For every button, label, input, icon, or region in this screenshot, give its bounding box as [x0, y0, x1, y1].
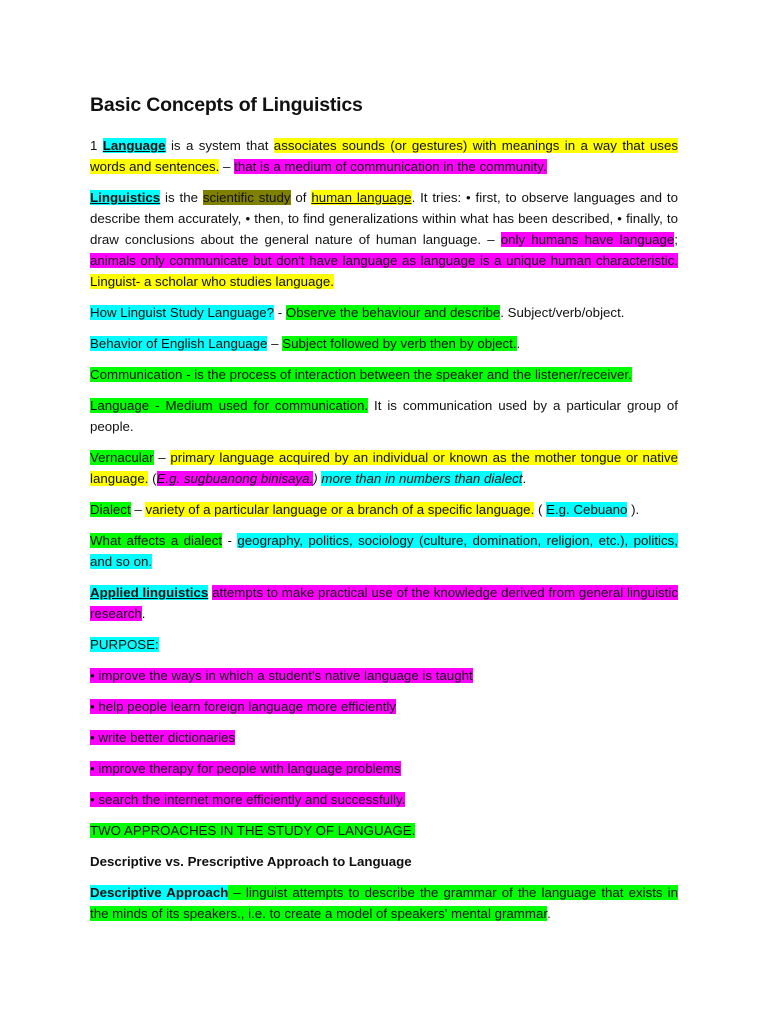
paragraph-how-study — [90, 302, 678, 323]
text: ( — [534, 502, 547, 517]
highlight-purpose: PURPOSE: — [90, 637, 159, 652]
purpose-item — [90, 665, 678, 686]
text: – — [130, 502, 146, 517]
term-applied-linguistics: Applied linguistics — [90, 585, 209, 600]
paragraph-language — [90, 135, 678, 177]
highlight-dialect: Dialect — [90, 502, 131, 517]
highlight-medium: that is a medium of communication in the community. — [234, 159, 547, 174]
subheading-descriptive-prescriptive: Descriptive vs. Prescriptive Approach to Language — [90, 854, 412, 869]
highlight-linguist: Linguist- a scholar who studies language. — [90, 274, 334, 289]
highlight-svo: Subject followed by verb then by object. — [282, 336, 517, 351]
highlight-purpose-item: • improve therapy for people with language problems — [90, 761, 401, 776]
paragraph-communication — [90, 364, 678, 385]
text: ) — [313, 471, 322, 486]
purpose-heading — [90, 634, 678, 655]
text: It is communication used by a particular group of people. — [90, 398, 678, 434]
purpose-item — [90, 789, 678, 810]
purpose-item — [90, 727, 678, 748]
highlight-factors: geography, politics, sociology (culture, domination, religion, etc.), politics, and so on. — [90, 533, 678, 569]
text: ( — [148, 471, 157, 486]
highlight-vernacular-def: primary language acquired by an individual or known as the mother tongue or native language. — [90, 450, 678, 486]
paragraph-affects-dialect — [90, 530, 678, 572]
term-descriptive-approach: Descriptive Approach — [90, 885, 229, 900]
highlight-vernacular: Vernacular — [90, 450, 154, 465]
highlight-purpose-item: • improve the ways in which a student's native language is taught — [90, 668, 473, 683]
paragraph-language-medium — [90, 395, 678, 437]
text: is a system that — [165, 138, 274, 153]
highlight-purpose-item: • write better dictionaries — [90, 730, 236, 745]
paragraph-behavior — [90, 333, 678, 354]
text: – — [267, 336, 283, 351]
paragraph-applied-linguistics — [90, 582, 678, 624]
highlight-applied-def: attempts to make practical use of the knowledge derived from general linguistic research — [90, 585, 678, 621]
highlight-answer: Observe the behaviour and describe — [285, 305, 501, 320]
highlight-affects: What affects a dialect — [90, 533, 223, 548]
text: – — [219, 159, 235, 174]
text: ; — [674, 232, 678, 247]
highlight-descriptive-def: – linguist attempts to describe the grammar of the language that exists in the minds of its speakers., i.e. to create a model of speakers' mental grammar — [90, 885, 678, 921]
paragraph-descriptive-approach — [90, 882, 678, 924]
term-language: Language — [102, 138, 166, 153]
highlight-purpose-item: • search the internet more efficiently and successfully. — [90, 792, 406, 807]
text: of — [290, 190, 312, 205]
highlight-dialect-def: variety of a particular language or a branch of a specific language. — [145, 502, 535, 517]
term-linguistics: Linguistics — [90, 190, 161, 205]
text: - — [274, 305, 286, 320]
highlight-human-language: human language — [311, 190, 412, 205]
highlight-animals: animals only communicate but don't have language as language is a unique human characteristic. — [90, 253, 678, 268]
highlight-question: How Linguist Study Language? — [90, 305, 275, 320]
highlight-purpose-item: • help people learn foreign language more efficiently — [90, 699, 397, 714]
highlight-approaches: TWO APPROACHES IN THE STUDY OF LANGUAGE. — [90, 823, 416, 838]
highlight-cebuano: E.g. Cebuano — [546, 502, 628, 517]
text: . It tries: • first, to observe languages and to describe them accurately, • then, to find generalizations within what has been described, • finally, to draw conclusions about the general nature of human language. – — [90, 190, 679, 247]
text: - — [222, 533, 238, 548]
approaches-heading — [90, 820, 678, 841]
highlight-definition: associates sounds (or gestures) with meanings in a way that uses words and sentences. — [90, 138, 678, 174]
paragraph-vernacular — [90, 447, 678, 489]
purpose-item — [90, 696, 678, 717]
paragraph-dialect — [90, 499, 678, 520]
text: is the — [160, 190, 203, 205]
highlight-behavior: Behavior of English Language — [90, 336, 268, 351]
highlight-only-humans: only humans have language — [500, 232, 675, 247]
highlight-more-than: more than in numbers than dialect — [321, 471, 523, 486]
document-title: Basic Concepts of Linguistics — [90, 94, 363, 116]
purpose-item — [90, 758, 678, 779]
paragraph-linguistics — [90, 187, 678, 292]
text: . — [516, 336, 521, 351]
highlight-example: E.g. sugbuanong binisaya. — [156, 471, 314, 486]
highlight-language-medium: Language - Medium used for communication. — [90, 398, 369, 413]
text: – — [153, 450, 171, 465]
text: . — [522, 471, 527, 486]
text: . Subject/verb/object. — [500, 305, 625, 320]
item-number: 1 — [90, 138, 103, 153]
text: . — [141, 606, 146, 621]
highlight-communication: Communication - is the process of interaction between the speaker and the listener/receiver. — [90, 367, 632, 382]
highlight-scientific-study: scientific study — [202, 190, 291, 205]
text: . — [547, 906, 551, 921]
text: ). — [627, 502, 640, 517]
